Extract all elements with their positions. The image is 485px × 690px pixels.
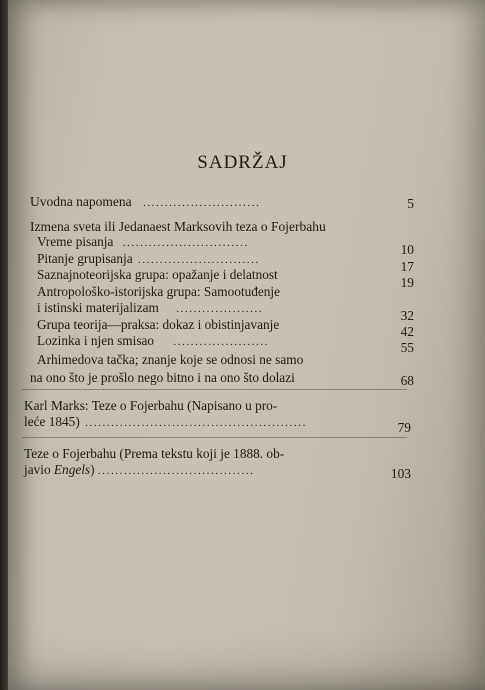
toc-page-number: 5 <box>407 196 414 211</box>
toc-subentry: Antropološko-istorijska grupa: Samootuđenje <box>37 284 281 299</box>
toc-entry-italic: Engels <box>53 462 91 477</box>
toc-page-number: 19 <box>400 275 414 290</box>
toc-entry-text: Uvodna napomena <box>30 194 132 209</box>
toc-subentry <box>37 234 249 250</box>
toc-entry-uvodna-napomena <box>30 194 260 210</box>
toc-entry-text: leće 1845) <box>24 414 80 429</box>
toc-dots: .................... <box>176 303 264 315</box>
toc-entry-text: Pitanje grupisanja <box>37 251 133 266</box>
toc-dots: ............................ <box>137 254 260 266</box>
toc-dots: ................................................... <box>85 417 307 429</box>
divider <box>22 437 407 438</box>
toc-page-number: 55 <box>400 340 414 355</box>
toc-dots: .................................... <box>97 465 255 477</box>
toc-dots: ........................... <box>142 197 261 209</box>
toc-section-heading: Izmena sveta ili Jedanaest Marksovih teza o Fojerbahu <box>30 219 326 234</box>
toc-dots: ...................... <box>173 336 270 348</box>
toc-subentry: Saznajnoteorijska grupa: opažanje i delatnost <box>37 267 278 282</box>
toc-subentry: Grupa teorija—praksa: dokaz i obistinjavanje <box>37 317 280 332</box>
toc-page-number: 17 <box>400 259 414 274</box>
toc-entry-karl-marks: Karl Marks: Teze o Fojerbahu (Napisano u pro- <box>24 398 278 413</box>
toc-subentry <box>37 333 269 349</box>
toc-subentry <box>37 251 260 267</box>
toc-page-number: 42 <box>400 324 414 339</box>
toc-page-number: 10 <box>400 242 414 257</box>
toc-entry-karl-marks-cont <box>24 414 307 430</box>
toc-entry-text: javio <box>24 462 54 477</box>
toc-page-number: 103 <box>390 466 411 481</box>
page-title: SADRŽAJ <box>197 152 288 173</box>
toc-entry-text: ) <box>90 462 95 477</box>
toc-subentry: Arhimedova tačka; znanje koje se odnosi ne samo <box>37 352 304 367</box>
toc-page-number: 32 <box>400 308 414 323</box>
toc-entry-text: Lozinka i njen smisao <box>37 333 155 348</box>
toc-page-number: 79 <box>397 420 411 435</box>
toc-entry-text: i istinski materijalizam <box>37 300 159 315</box>
toc-entry-teze-cont <box>24 462 255 478</box>
divider <box>22 389 407 390</box>
toc-dots: ............................. <box>122 237 249 249</box>
toc-entry-teze: Teze o Fojerbahu (Prema tekstu koji je 1888. ob- <box>24 446 285 461</box>
toc-subentry: na ono što je prošlo nego bitno i na ono što dolazi <box>30 370 295 385</box>
toc-subentry <box>37 300 263 316</box>
toc-page-number: 68 <box>400 373 414 388</box>
toc-entry-text: Vreme pisanja <box>37 234 114 249</box>
